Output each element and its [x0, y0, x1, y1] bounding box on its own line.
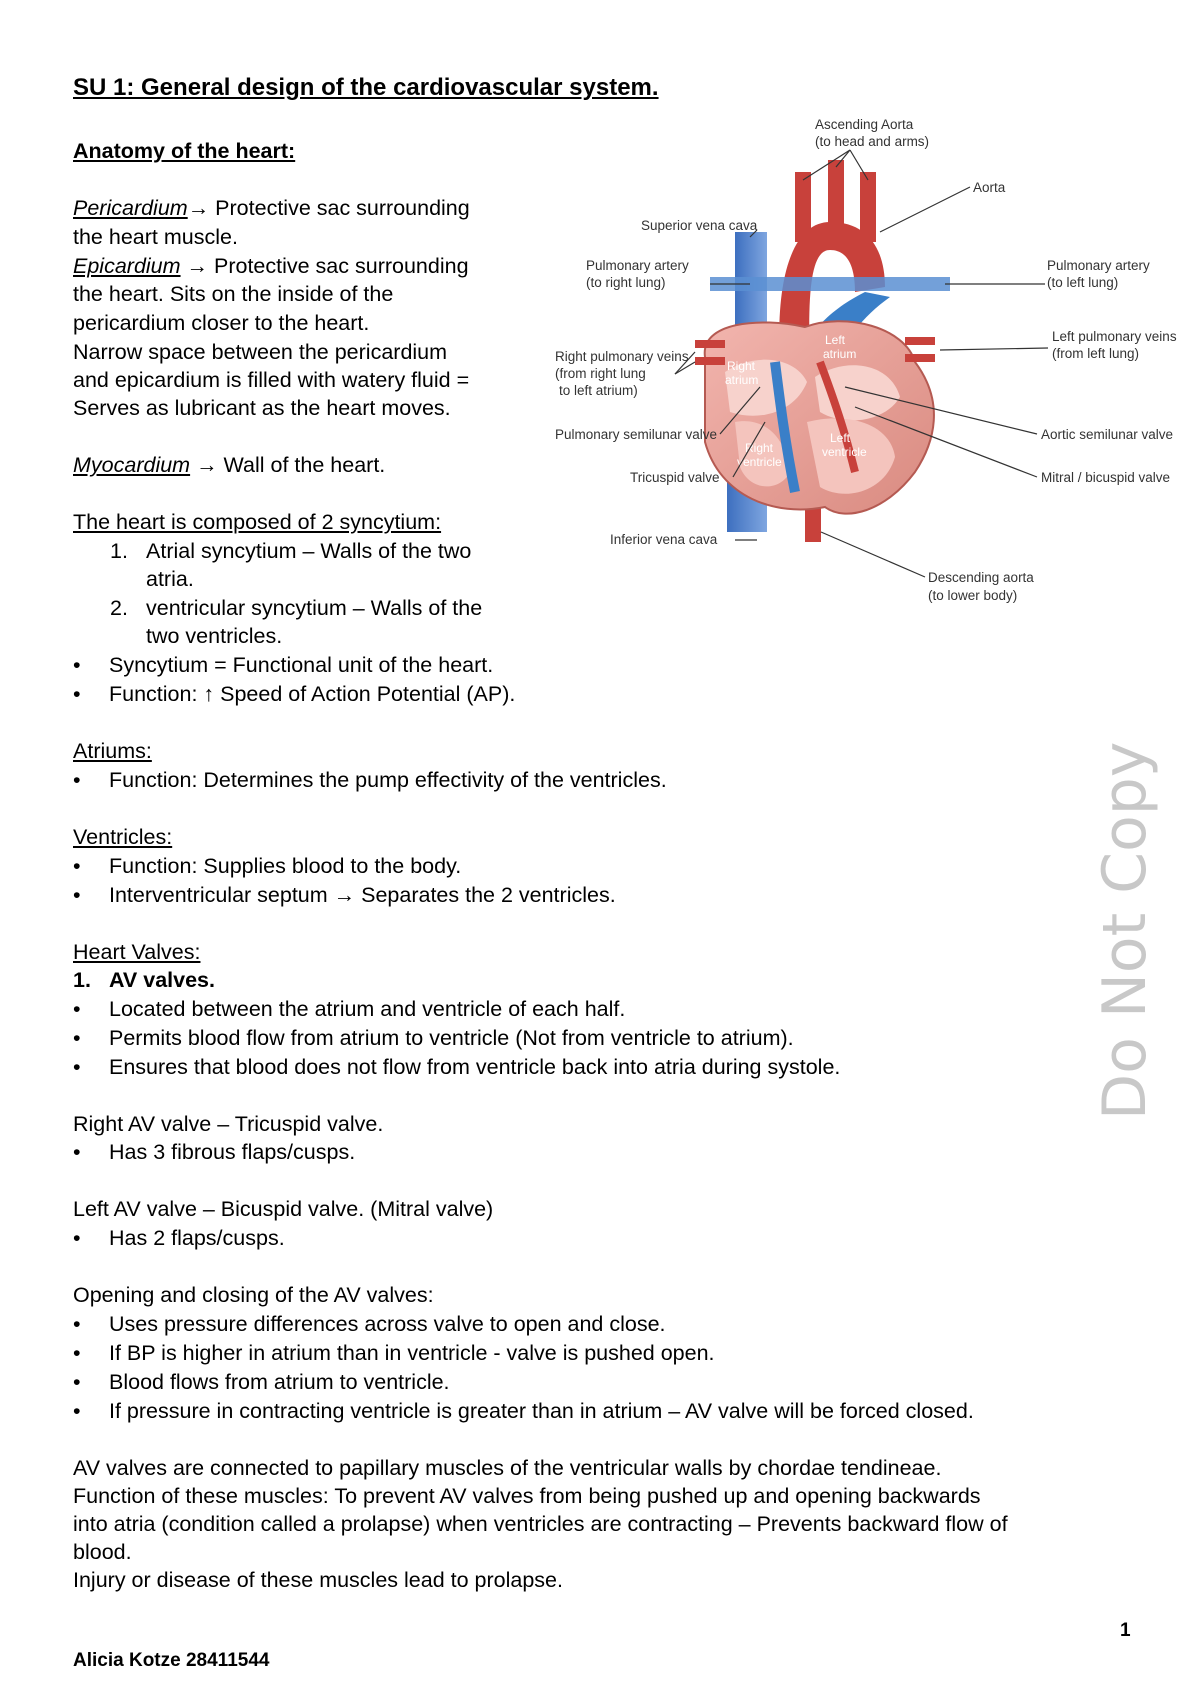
av-bullet-3: Ensures that blood does not flow from ventricle back into atria during systole.: [109, 1055, 841, 1079]
epicardium-line-2: the heart. Sits on the inside of the: [73, 282, 394, 306]
syncytium-item-2-line-2: two ventricles.: [146, 624, 283, 648]
label-inferior-vena-cava: Inferior vena cava: [610, 532, 718, 547]
opening-bullet-3: Blood flows from atrium to ventricle.: [109, 1370, 450, 1394]
opening-bullet-4: If pressure in contracting ventricle is greater than in atrium – AV valve will be forced closed.: [109, 1399, 974, 1423]
syncytium-num-1: 1.: [110, 539, 128, 563]
left-ventricle-label-1: Left: [830, 431, 851, 445]
av-heading: AV valves.: [109, 968, 215, 992]
label-aorta: Aorta: [973, 180, 1006, 195]
heart-diagram: [545, 112, 1195, 632]
para-line-2: Function of these muscles: To prevent AV valves from being pushed up and opening backwards: [73, 1484, 981, 1508]
para-line-5: Injury or disease of these muscles lead to prolapse.: [73, 1568, 563, 1592]
ventricles-bullet-2: Interventricular septum → Separates the 2 ventricles.: [109, 883, 616, 907]
ventricles-bullet-1: Function: Supplies blood to the body.: [109, 854, 462, 878]
space-line-1: Narrow space between the pericardium: [73, 340, 448, 364]
myocardium-term: Myocardium: [73, 453, 191, 477]
anatomy-bullet-1: Syncytium = Functional unit of the heart.: [109, 653, 494, 677]
label-superior-vena-cava: Superior vena cava: [641, 218, 758, 233]
bullet-dot: •: [73, 883, 81, 907]
left-av-bullet-1: Has 2 flaps/cusps.: [109, 1226, 285, 1250]
left-atrium-label-1: Left: [825, 333, 846, 347]
label-mitral: Mitral / bicuspid valve: [1041, 470, 1171, 485]
label-aortic-semilunar: Aortic semilunar valve: [1041, 427, 1174, 442]
pericardium-line-1: [73, 194, 470, 223]
label-left-pulm-veins-1: Left pulmonary veins: [1052, 329, 1177, 344]
right-ventricle-label-2: ventricle: [737, 455, 782, 469]
label-right-pulm-veins-3: to left atrium): [559, 383, 638, 398]
atriums-bullet-1: Function: Determines the pump effectivity of the ventricles.: [109, 768, 667, 792]
label-pulm-artery-left-1: Pulmonary artery: [1047, 258, 1150, 273]
left-ventricle-label-2: ventricle: [822, 445, 867, 459]
label-descending-aorta-2: (to lower body): [928, 588, 1018, 603]
bullet-dot: •: [73, 1140, 81, 1164]
watermark: Do Not Copy: [1090, 741, 1160, 1120]
label-right-pulm-veins-2: (from right lung: [555, 366, 646, 381]
pericardium-line-2: the heart muscle.: [73, 225, 238, 249]
para-line-1: AV valves are connected to papillary muscles of the ventricular walls by chordae tendineae.: [73, 1456, 942, 1480]
anatomy-bullet-2: Function: ↑ Speed of Action Potential (AP).: [109, 682, 516, 706]
bullet-dot: •: [73, 1341, 81, 1365]
opening-bullet-2: If BP is higher in atrium than in ventricle - valve is pushed open.: [109, 1341, 715, 1365]
myocardium-line: [73, 451, 385, 480]
bullet-dot: •: [73, 1399, 81, 1423]
bullet-dot: •: [73, 1026, 81, 1050]
bullet-dot: •: [73, 1226, 81, 1250]
label-pulm-artery-right-1: Pulmonary artery: [586, 258, 689, 273]
atriums-heading: Atriums:: [73, 739, 152, 763]
bullet-dot: •: [73, 682, 81, 706]
label-tricuspid: Tricuspid valve: [630, 470, 720, 485]
av-bullet-2: Permits blood flow from atrium to ventricle (Not from ventricle to atrium).: [109, 1026, 794, 1050]
page-title: SU 1: General design of the cardiovascular system.: [73, 74, 659, 101]
bullet-dot: •: [73, 653, 81, 677]
epicardium-line-1: [73, 252, 469, 281]
label-pulm-semilunar: Pulmonary semilunar valve: [555, 427, 718, 442]
syncytium-item-1-line-1: Atrial syncytium – Walls of the two: [146, 539, 472, 563]
av-num: 1.: [73, 968, 91, 992]
left-av-line: Left AV valve – Bicuspid valve. (Mitral valve): [73, 1197, 494, 1221]
right-av-line: Right AV valve – Tricuspid valve.: [73, 1112, 384, 1136]
pericardium-term: Pericardium: [73, 196, 188, 220]
label-left-pulm-veins-2: (from left lung): [1052, 346, 1140, 361]
right-av-bullet-1: Has 3 fibrous flaps/cusps.: [109, 1140, 356, 1164]
label-pulm-artery-left-2: (to left lung): [1047, 275, 1119, 290]
right-atrium-label-2: atrium: [725, 373, 759, 387]
bullet-dot: •: [73, 1312, 81, 1336]
syncytium-item-2-line-1: ventricular syncytium – Walls of the: [146, 596, 483, 620]
ventricles-heading: Ventricles:: [73, 825, 173, 849]
syncytium-heading: The heart is composed of 2 syncytium:: [73, 510, 442, 534]
av-bullet-1: Located between the atrium and ventricle of each half.: [109, 997, 626, 1021]
right-atrium-label-1: Right: [727, 359, 756, 373]
bullet-dot: •: [73, 1055, 81, 1079]
space-line-2: and epicardium is filled with watery fluid =: [73, 368, 470, 392]
heart-body: [705, 321, 934, 513]
bullet-dot: •: [73, 997, 81, 1021]
opening-bullet-1: Uses pressure differences across valve to open and close.: [109, 1312, 666, 1336]
epicardium-line-3: pericardium closer to the heart.: [73, 311, 370, 335]
right-ventricle-label-1: Right: [745, 441, 774, 455]
para-line-3: into atria (condition called a prolapse) when ventricles are contracting – Prevents backward flow of: [73, 1512, 1008, 1536]
label-descending-aorta-1: Descending aorta: [928, 570, 1034, 585]
label-ascending-aorta-1: Ascending Aorta: [815, 117, 914, 132]
left-atrium-label-2: atrium: [823, 347, 857, 361]
author-footer: Alicia Kotze 28411544: [73, 1650, 270, 1671]
syncytium-num-2: 2.: [110, 596, 128, 620]
epicardium-def: → Protective sac surrounding: [180, 254, 469, 278]
epicardium-term: Epicardium: [73, 254, 181, 278]
opening-heading: Opening and closing of the AV valves:: [73, 1283, 434, 1307]
anatomy-heading: Anatomy of the heart:: [73, 139, 296, 163]
syncytium-item-1-line-2: atria.: [146, 567, 194, 591]
valves-heading: Heart Valves:: [73, 940, 201, 964]
label-right-pulm-veins-1: Right pulmonary veins: [555, 349, 689, 364]
pericardium-def: → Protective sac surrounding: [187, 196, 470, 220]
bullet-dot: •: [73, 1370, 81, 1394]
myocardium-def: → Wall of the heart.: [190, 453, 386, 477]
para-line-4: blood.: [73, 1540, 132, 1564]
page-number: 1: [1120, 1620, 1131, 1641]
bullet-dot: •: [73, 768, 81, 792]
label-pulm-artery-right-2: (to right lung): [586, 275, 666, 290]
space-line-3: Serves as lubricant as the heart moves.: [73, 396, 451, 420]
bullet-dot: •: [73, 854, 81, 878]
label-ascending-aorta-2: (to head and arms): [815, 134, 930, 149]
